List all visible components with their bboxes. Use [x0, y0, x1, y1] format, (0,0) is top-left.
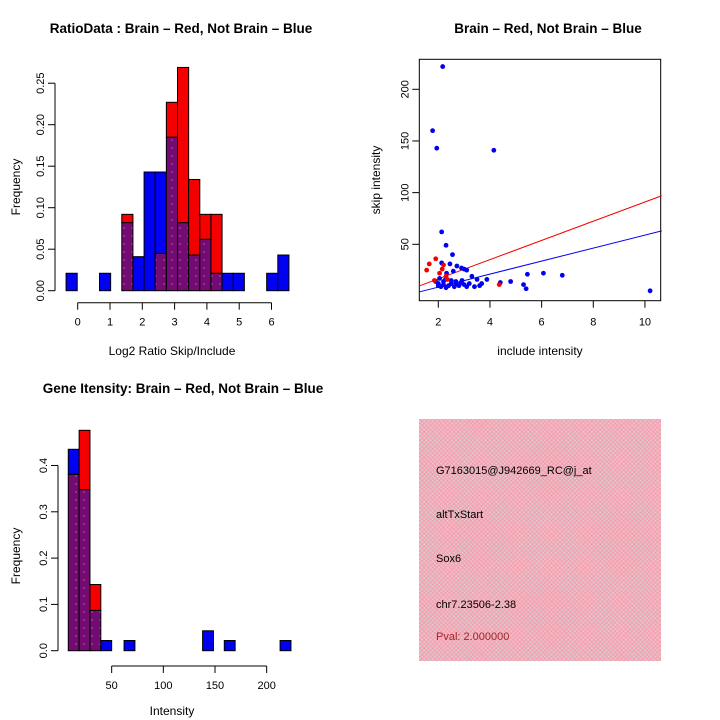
bar-overlap [79, 490, 90, 651]
red-point [432, 278, 437, 283]
red-point [424, 268, 429, 273]
x-axis-label: include intensity [497, 344, 583, 358]
panel-gene-histogram [0, 360, 360, 720]
blue-point [541, 271, 546, 276]
bar-blue [203, 631, 214, 651]
x-axis [106, 666, 276, 692]
bar-overlap [178, 223, 189, 291]
bar-blue [66, 273, 77, 290]
panel-gene-info [360, 360, 720, 720]
blue-point [437, 276, 442, 281]
bar-red [166, 102, 177, 137]
blue-point [436, 283, 441, 288]
x-tick-label: 5 [236, 316, 243, 329]
bar-blue [100, 273, 111, 290]
probe-id-text: G7163015@J942669_RC@j_at [436, 465, 592, 477]
x-tick-label: 2 [139, 316, 146, 329]
bar-blue [124, 641, 135, 651]
histogram-bars [66, 67, 289, 290]
bar-overlap [211, 273, 222, 290]
x-tick-label: 3 [171, 316, 178, 329]
bar-blue [222, 273, 233, 290]
y-axis [399, 80, 419, 250]
intensity-scatter-chart [360, 0, 720, 360]
blue-point [560, 273, 565, 278]
panel-ratio-histogram [0, 0, 360, 360]
blue-point [444, 243, 449, 248]
x-tick-label: 50 [105, 680, 118, 692]
x-tick-label: 200 [257, 680, 276, 692]
bar-overlap [155, 253, 166, 290]
gene-name-text: Sox6 [436, 553, 462, 565]
x-tick-label: 0 [74, 316, 81, 329]
red-point [437, 271, 442, 276]
blue-point [525, 272, 530, 277]
blue-point [648, 288, 653, 293]
red-point [441, 263, 446, 268]
y-axis-label: Frequency [9, 158, 23, 216]
bar-overlap [166, 137, 177, 291]
x-tick-label: 4 [486, 316, 494, 329]
blue-point [430, 128, 435, 133]
ratio-histogram-chart [0, 0, 360, 360]
locus-text: chr7.23506-2.38 [436, 599, 517, 611]
y-tick-label: 0.4 [38, 457, 50, 474]
blue-points [430, 64, 652, 293]
x-axis [435, 301, 651, 329]
bar-blue [133, 257, 144, 291]
blue-point [491, 148, 496, 153]
panel-intensity-scatter [360, 0, 720, 360]
y-tick-label: 0.1 [38, 596, 50, 613]
y-tick-label: 0.20 [35, 113, 47, 136]
y-tick-label: 0.0 [38, 643, 50, 659]
y-tick-label: 0.25 [35, 72, 47, 94]
bar-overlap [189, 255, 200, 291]
chart-title: RatioData : Brain – Red, Not Brain – Blue [49, 21, 313, 36]
y-tick-label: 0.10 [35, 196, 47, 219]
bar-blue [267, 273, 278, 290]
gene-info-box [419, 419, 661, 661]
y-axis [35, 72, 55, 301]
blue-point [464, 268, 469, 273]
blue-point [450, 252, 455, 257]
y-tick-label: 200 [399, 80, 412, 99]
blue-point [448, 262, 453, 267]
blue-point [464, 284, 469, 289]
gene-intensity-histogram-chart [0, 360, 360, 720]
bar-overlap [68, 474, 79, 650]
blue-point [460, 278, 465, 283]
bar-overlap [122, 223, 133, 291]
bar-red [200, 214, 211, 239]
blue-point [472, 284, 477, 289]
x-tick-label: 150 [205, 680, 225, 692]
y-tick-label: 50 [399, 238, 412, 251]
y-tick-label: 0.15 [35, 155, 47, 177]
y-tick-label: 150 [399, 131, 412, 151]
blue-point [451, 269, 456, 274]
x-tick-label: 4 [203, 316, 210, 329]
blue-point [484, 277, 489, 282]
bar-red [90, 584, 101, 610]
blue-point [469, 274, 474, 279]
blue-point [524, 286, 529, 291]
bar-red [178, 67, 189, 222]
bar-blue [280, 641, 291, 651]
red-point [433, 256, 438, 261]
x-tick-label: 6 [538, 316, 545, 329]
bar-red [79, 430, 90, 489]
chart-title: Brain – Red, Not Brain – Blue [454, 21, 642, 36]
y-tick-label: 0.3 [38, 504, 50, 520]
x-tick-label: 6 [268, 316, 275, 329]
bar-red [122, 214, 133, 222]
y-tick-label: 0.00 [35, 279, 47, 302]
blue-point [440, 64, 445, 69]
y-axis-label: Frequency [9, 527, 23, 585]
x-axis-label: Log2 Ratio Skip/Include [108, 344, 236, 358]
blue-point [434, 146, 439, 151]
y-tick-label: 0.05 [35, 238, 47, 260]
x-tick-label: 100 [154, 680, 173, 692]
y-axis-label: skip intensity [369, 145, 383, 215]
blue-point [477, 283, 482, 288]
bar-blue [224, 641, 235, 651]
blue-point [449, 281, 454, 286]
fit-lines [419, 196, 662, 292]
bar-overlap [90, 610, 101, 650]
bar-blue [144, 172, 155, 291]
x-axis-label: Intensity [149, 704, 195, 718]
bar-red [211, 214, 222, 273]
bar-blue [233, 273, 244, 290]
x-tick-label: 1 [106, 316, 114, 329]
x-tick-label: 8 [590, 316, 597, 329]
bar-red [189, 179, 200, 255]
x-tick-label: 10 [638, 316, 652, 329]
y-tick-label: 100 [399, 183, 412, 202]
red-point [497, 282, 502, 287]
bar-blue [101, 641, 112, 651]
pval-text: Pval: 2.000000 [436, 631, 510, 643]
blue-point [439, 230, 444, 235]
blue-point [475, 277, 480, 282]
y-tick-label: 0.2 [38, 550, 50, 566]
blue-point [454, 264, 459, 269]
x-tick-label: 2 [435, 316, 442, 329]
bar-blue [68, 449, 79, 474]
bar-blue [278, 255, 289, 291]
blue-point [454, 281, 459, 286]
blue-point [444, 285, 449, 290]
bar-blue [155, 172, 166, 253]
red-point [445, 277, 450, 282]
x-axis [75, 303, 275, 329]
blue-point [508, 279, 513, 284]
red-point [440, 267, 445, 272]
bar-overlap [200, 239, 211, 290]
red-fit-line [419, 196, 662, 286]
chart-title: Gene Itensity: Brain – Red, Not Brain – Blue [42, 381, 324, 396]
y-axis [38, 458, 58, 658]
blue-point [521, 282, 526, 287]
red-point [427, 262, 432, 267]
event-type-text: altTxStart [436, 509, 484, 521]
histogram-bars [68, 430, 291, 650]
